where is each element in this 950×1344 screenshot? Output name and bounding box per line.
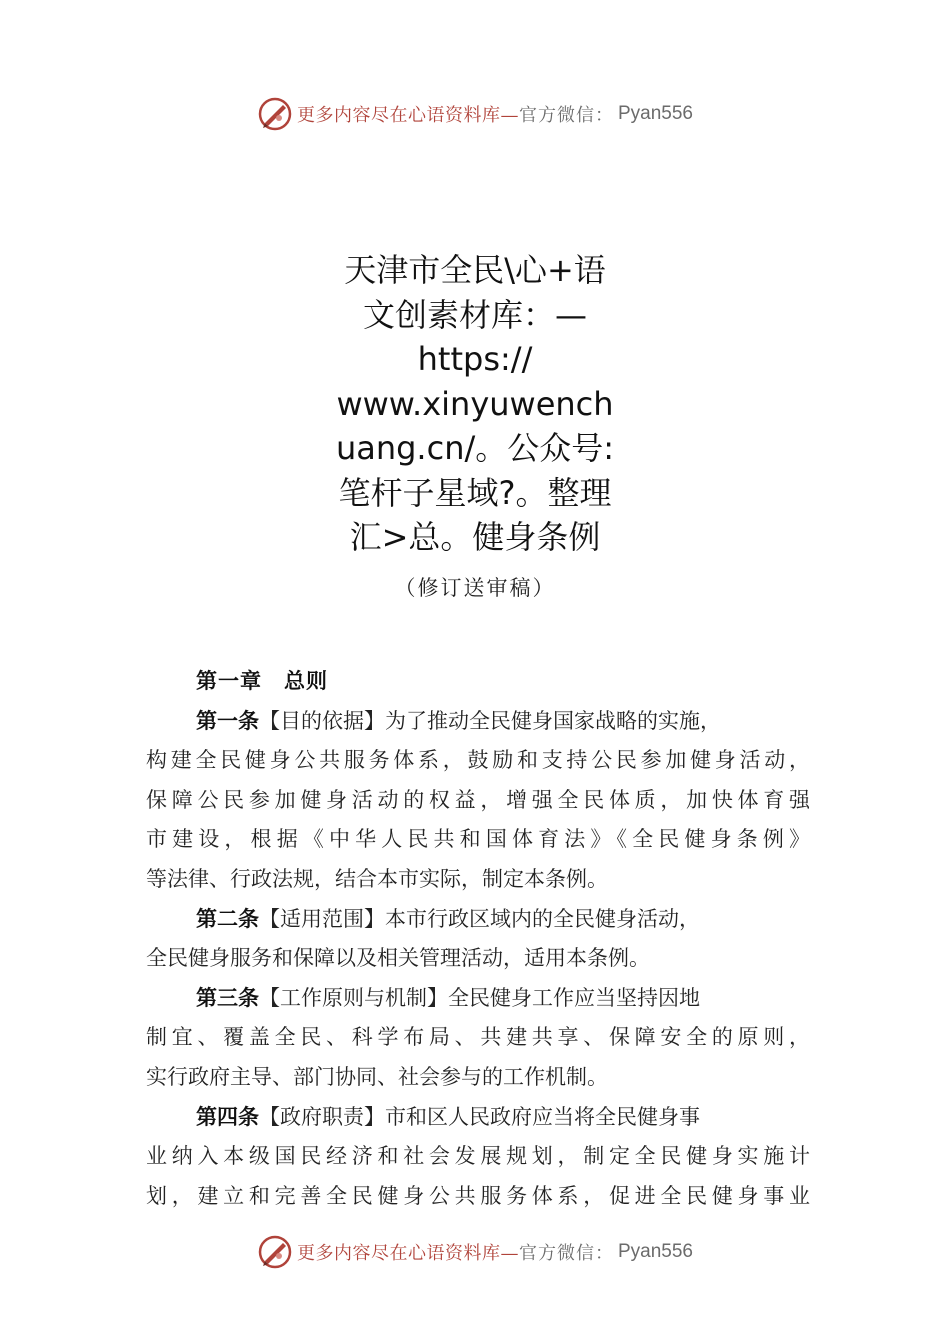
article-2-line-2: 全民健身服务和保障以及相关管理活动，适用本条例。 [146,946,650,971]
document-title [300,248,650,560]
banner-wechat-id: Pyan556 [617,1241,693,1262]
article-1-line-1 [146,702,810,742]
article-1-line-5: 等法律、行政法规，结合本市实际，制定本条例。 [146,866,608,891]
header-banner [0,94,950,134]
document-body [146,662,810,1216]
banner-text: 更多内容尽在心语资料库— [296,1243,519,1264]
title-line: https:// [417,340,533,378]
title-line: 文创素材库：— [362,295,587,334]
article-4-line-2: 业纳入本级国民经济和社会发展规划，制定全民健身实施计 [146,1144,810,1169]
chapter-heading [146,662,810,702]
banner-wechat-id: Pyan556 [617,103,693,124]
banner-text: 更多内容尽在心语资料库— [296,105,519,126]
banner-wechat-label: 官方微信： [518,105,614,126]
banner-wechat-label: 官方微信： [518,1243,614,1264]
title-line: 天津市全民\心+语 [344,251,606,289]
article-text: 【工作原则与机制】全民健身工作应当坚持因地 [259,985,700,1010]
article-4-line-3: 划，建立和完善全民健身公共服务体系，促进全民健身事业 [146,1183,810,1208]
article-4-line-1 [146,1098,810,1138]
article-1-line-3: 保障公民参加健身活动的权益，增强全民体质，加快体育强 [146,787,810,812]
article-text: 【目的依据】为了推动全民健身国家战略的实施， [259,708,721,733]
article-label: 第二条 [196,906,259,931]
document-subtitle: （修订送审稿） [394,576,556,600]
pen-logo-icon [257,96,293,132]
article-text: 【政府职责】市和区人民政府应当将全民健身事 [259,1104,700,1129]
article-2-line-1 [146,900,810,940]
chapter-title: 第一章 总则 [196,669,328,693]
title-line: www.xinyuwench [336,384,614,423]
footer-banner [0,1232,950,1272]
title-line: uang.cn/。公众号: [335,429,615,467]
article-label: 第一条 [196,708,259,733]
article-label: 第三条 [196,985,259,1010]
article-3-line-1 [146,979,810,1019]
title-line: 笔杆子星域?。整理 [338,473,612,512]
article-3-line-3: 实行政府主导、部门协同、社会参与的工作机制。 [146,1064,608,1089]
article-text: 【适用范围】本市行政区域内的全民健身活动， [259,906,700,931]
article-1-line-2: 构建全民健身公共服务体系，鼓励和支持公民参加健身活动， [146,748,810,773]
article-label: 第四条 [196,1104,259,1129]
pen-logo-icon [257,1234,293,1270]
title-line: 汇>总。健身条例 [349,518,601,556]
article-3-line-2: 制宜、覆盖全民、科学布局、共建共享、保障安全的原则， [146,1025,810,1050]
article-1-line-4: 市建设，根据《中华人民共和国体育法》《全民健身条例》 [146,827,810,852]
